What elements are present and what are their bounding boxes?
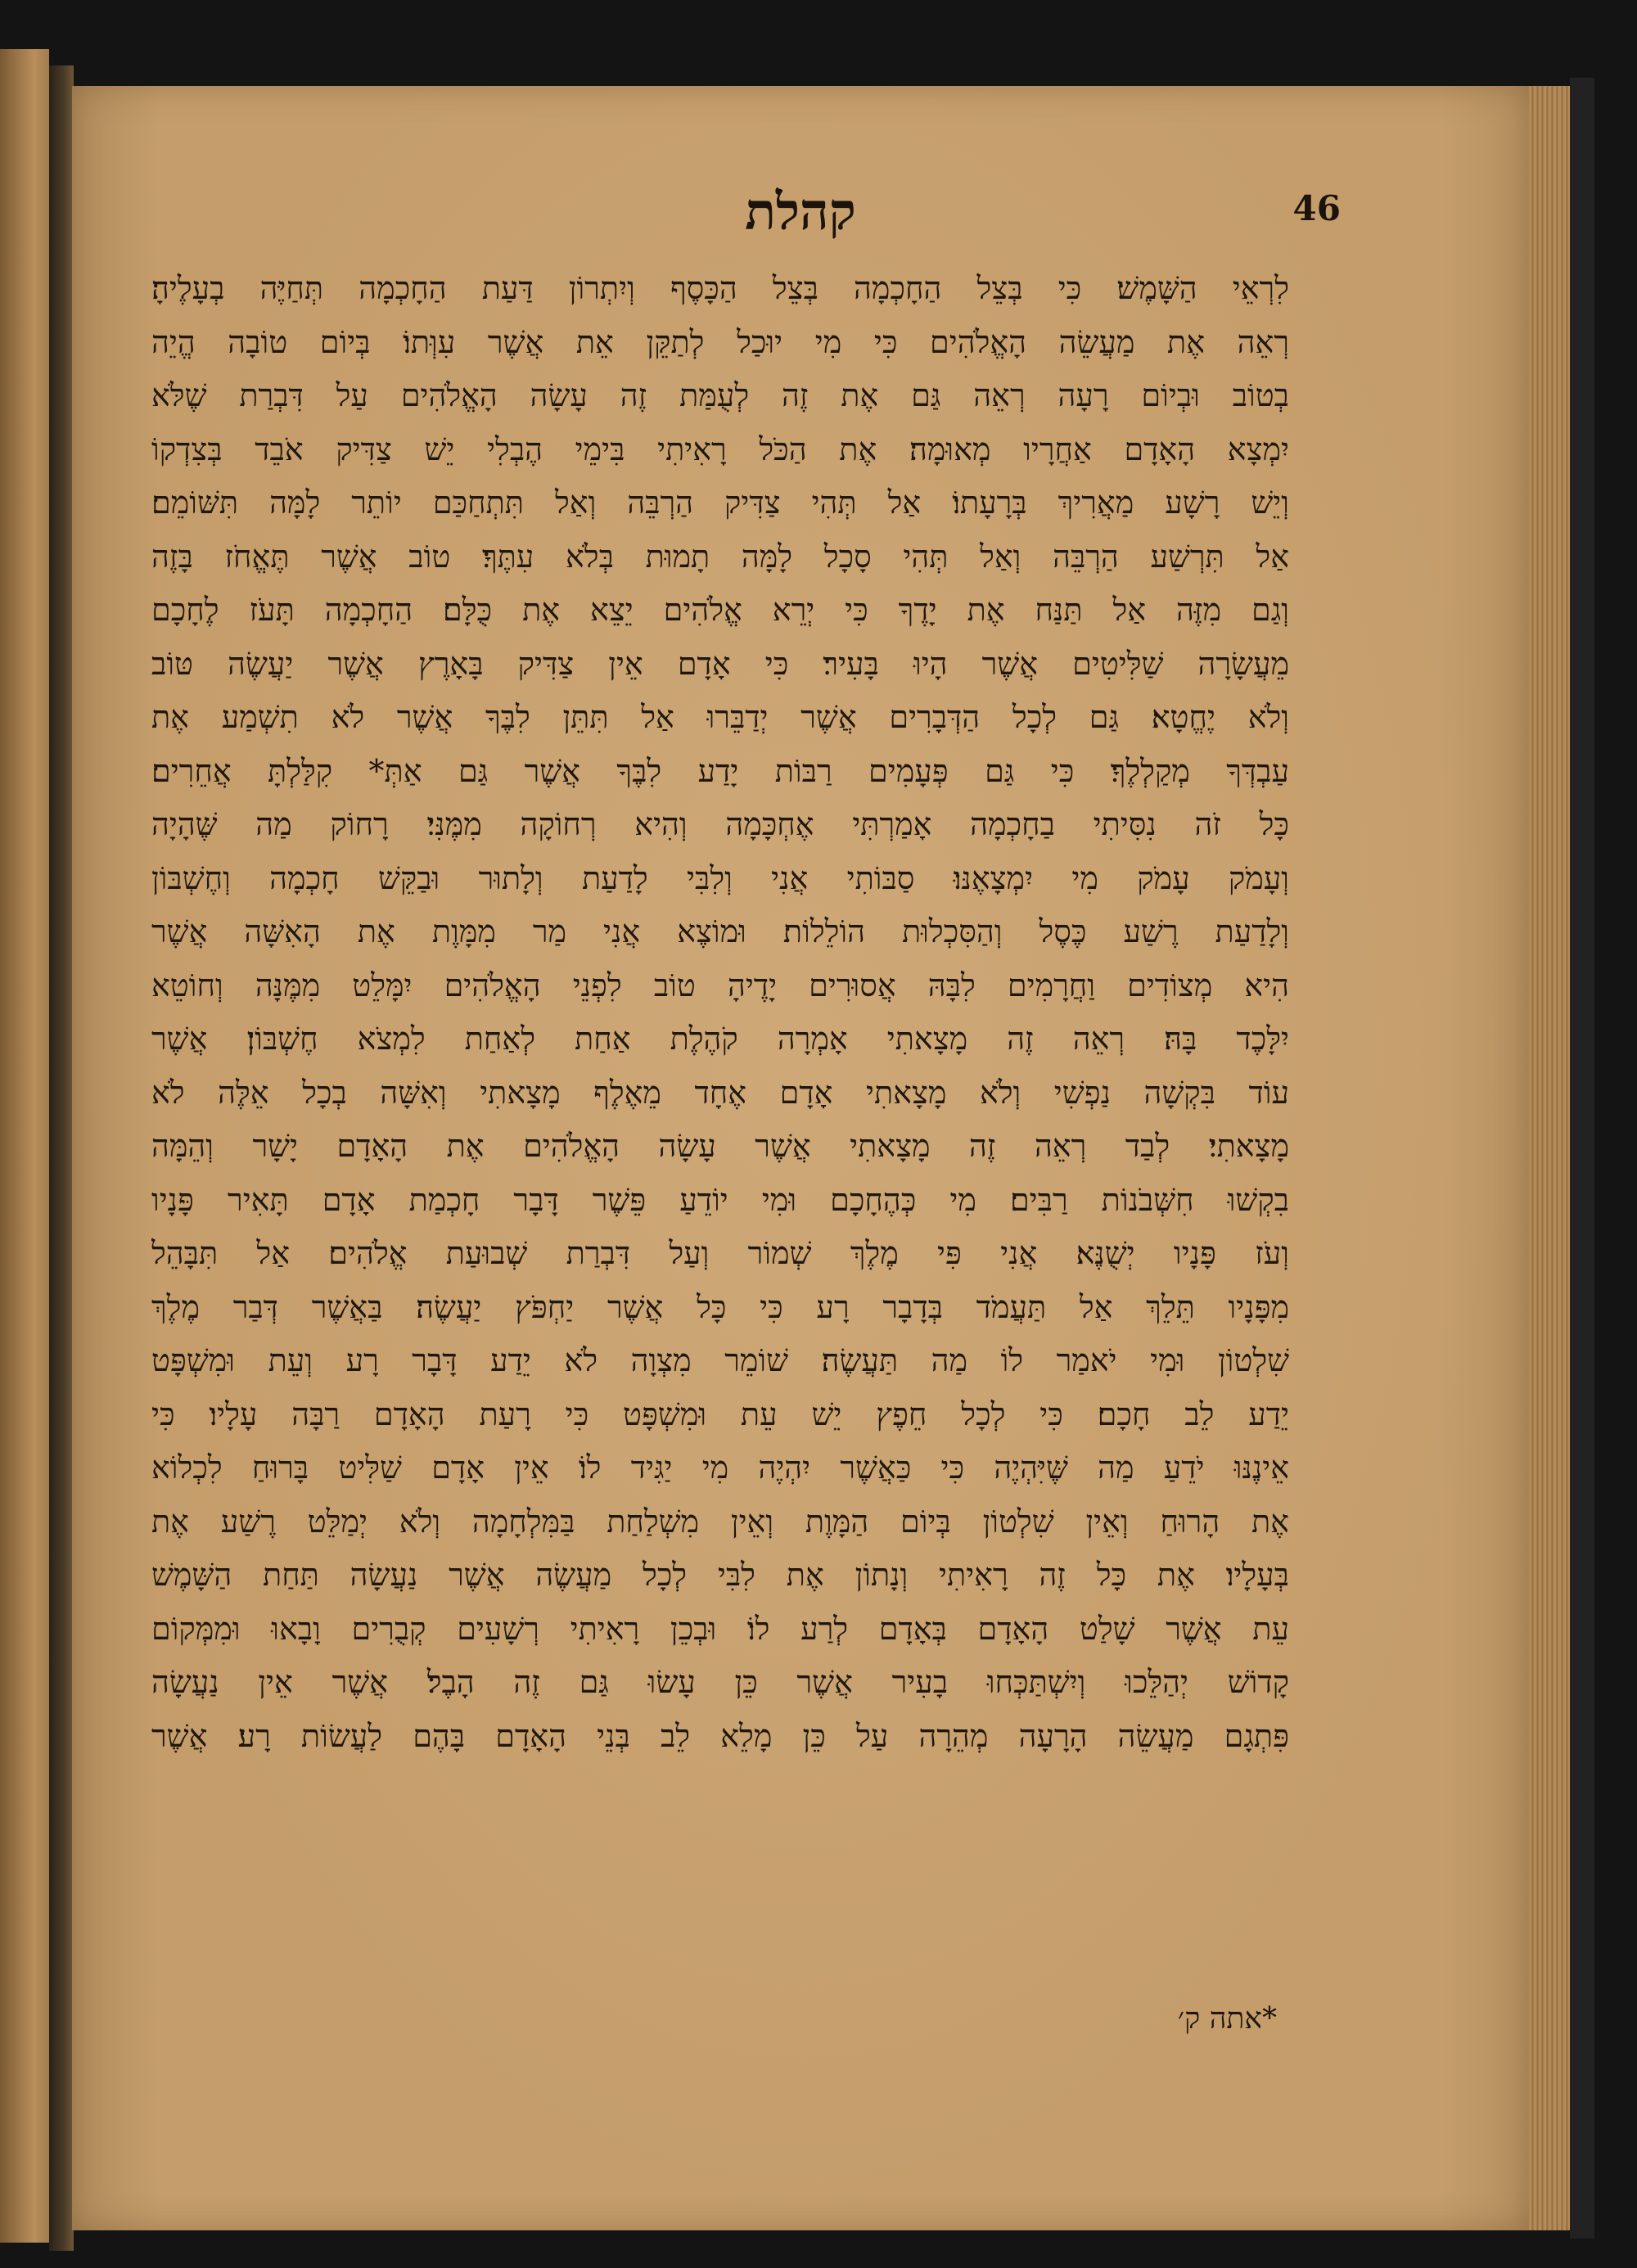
body-text	[151, 262, 1289, 1763]
text-line: אֶת הָרוּחַ וְאֵין שִׁלְטוֹן בְּיוֹם הַמָּוֶת וְאֵין מִשְׁלַחַת בַּמִּלְחָמָה וְלֹא יְמַלֵּט רֶשַׁע אֶת	[151, 1503, 1289, 1540]
text-line: יִלָּכֶד בָּהּ׃ רְאֵה זֶה מָצָאתִי אָמְרָה קֹהֶלֶת אַחַת לְאַחַת לִמְצֹא חֶשְׁבּוֹן׃ אֲשֶׁר	[151, 1021, 1289, 1057]
text-line: יֵדַע לֵב חָכָם׃ כִּי לְכָל חֵפֶץ יֵשׁ עֵת וּמִשְׁפָּט כִּי רָעַת הָאָדָם רַבָּה עָלָיו׃ כִּי	[151, 1396, 1289, 1432]
book-cover-edge	[1570, 78, 1594, 2239]
text-line: בְּעָלָיו׃ אֶת כָּל זֶה רָאִיתִי וְנָתוֹן אֶת לִבִּי לְכָל מַעֲשֶׂה אֲשֶׁר נַעֲשָׂה תַּחַת הַשָּׁמֶשׁ	[151, 1557, 1289, 1593]
text-line: בְטוֹב וּבְיוֹם רָעָה רְאֵה גַּם אֶת זֶה לְעֻמַּת זֶה עָשָׂה הָאֱלֹהִים עַל דִּבְרַת שֶׁלֹּא	[151, 377, 1289, 413]
text-line: וְלָדַעַת רֶשַׁע כֶּסֶל וְהַסִּכְלוּת הוֹלֵלוֹת׃ וּמוֹצֶא אֲנִי מַר מִמָּוֶת אֶת הָאִשָּׁה אֲשֶׁר	[151, 913, 1289, 949]
text-line: וְעֹז פָּנָיו יְשֻׁנֶּא׃ אֲנִי פִּי מֶלֶךְ שְׁמוֹר וְעַל דִּבְרַת שְׁבוּעַת אֱלֹהִים׃ אַל תִּבָּהֵל	[151, 1235, 1289, 1271]
book-gutter	[49, 65, 74, 2251]
running-title: קהלת	[745, 182, 856, 241]
text-line: עַבְדְּךָ מְקַלְלֶךָ׃ כִּי גַּם פְּעָמִים רַבּוֹת יָדַע לִבֶּךָ אֲשֶׁר גַּם אַתְּ* קִלַּלְתָּ אֲחֵרִים׃	[151, 752, 1289, 789]
text-line: מָצָאתִי׃ לְבַד רְאֵה זֶה מָצָאתִי אֲשֶׁר עָשָׂה הָאֱלֹהִים אֶת הָאָדָם יָשָׁר וְהֵמָּה	[151, 1128, 1289, 1164]
text-line: וְיֵשׁ רָשָׁע מַאֲרִיךְ בְּרָעָתוֹ׃ אַל תְּהִי צַדִּיק הַרְבֵּה וְאַל תִּתְחַכַּם יוֹתֵר לָמָּה תִּשּׁוֹמֵם׃	[151, 485, 1289, 521]
text-line: פִּתְגָם מַעֲשֵׂה הָרָעָה מְהֵרָה עַל כֵּן מָלֵא לֵב בְּנֵי הָאָדָם בָּהֶם לַעֲשׂוֹת רָע׃ אֲשֶׁר	[151, 1717, 1289, 1754]
text-line: רְאֵה אֶת מַעֲשֵׂה הָאֱלֹהִים כִּי מִי יוּכַל לְתַקֵּן אֵת אֲשֶׁר עִוְּתוֹ׃ בְּיוֹם טוֹבָה הֱיֵה	[151, 323, 1289, 360]
text-line: עֵת אֲשֶׁר שָׁלַט הָאָדָם בְּאָדָם לְרַע לוֹ׃ וּבְכֵן רָאִיתִי רְשָׁעִים קְבֻרִים וָבָאוּ וּמִמְּקוֹם	[151, 1610, 1289, 1647]
page-header	[72, 182, 1529, 262]
text-line: לִרְאֵי הַשָּׁמֶשׁ׃ כִּי בְּצֵל הַחָכְמָה בְּצֵל הַכָּסֶף וְיִתְרוֹן דַּעַת הַחָכְמָה תְּחַיֶּה בְעָלֶיהָ׃	[151, 270, 1289, 306]
text-line: אֵינֶנּוּ יֹדֵעַ מַה שֶּׁיִּהְיֶה כִּי כַּאֲשֶׁר יִהְיֶה מִי יַגִּיד לוֹ׃ אֵין אָדָם שַׁלִּיט בָּרוּחַ לִכְלוֹא	[151, 1450, 1289, 1486]
text-line: מֵעֲשָׂרָה שַׁלִּיטִים אֲשֶׁר הָיוּ בָּעִיר׃ כִּי אָדָם אֵין צַדִּיק בָּאָרֶץ אֲשֶׁר יַעֲשֶׂה טּוֹב	[151, 645, 1289, 682]
page-number: 46	[1292, 188, 1341, 228]
text-line: בִקְשׁוּ חִשְּׁבֹנוֹת רַבִּים׃ מִי כְּהֶחָכָם וּמִי יוֹדֵעַ פֵּשֶׁר דָּבָר חָכְמַת אָדָם תָּאִיר פָּנָיו	[151, 1181, 1289, 1218]
text-line: עוֹד בִּקְשָׁה נַפְשִׁי וְלֹא מָצָאתִי אָדָם אֶחָד מֵאֶלֶף מָצָאתִי וְאִשָּׁה בְכָל אֵלֶּה לֹא	[151, 1074, 1289, 1111]
text-line: הִיא מְצוֹדִים וַחֲרָמִים לִבָּהּ אֲסוּרִים יָדֶיהָ טוֹב לִפְנֵי הָאֱלֹהִים יִמָּלֵט מִמֶּנָּה וְחוֹטֵא	[151, 967, 1289, 1003]
page-stack-edge	[1529, 86, 1570, 2230]
text-line: שִׁלְטוֹן וּמִי יֹאמַר לוֹ מַה תַּעֲשֶׂה׃ שׁוֹמֵר מִצְוָה לֹא יֵדַע דָּבָר רָע וְעֵת וּמִשְׁפָּט	[151, 1342, 1289, 1378]
text-line: אַל תִּרְשַׁע הַרְבֵּה וְאַל תְּהִי סָכָל לָמָּה תָמוּת בְּלֹא עִתֶּךָ׃ טוֹב אֲשֶׁר תֶּאֱחֹז בָּזֶה	[151, 538, 1289, 575]
text-line: וְלֹא יֶחֱטָא׃ גַּם לְכָל הַדְּבָרִים אֲשֶׁר יְדַבֵּרוּ אַל תִּתֵּן לִבֶּךָ אֲשֶׁר לֹא תִשְׁמַע אֶת	[151, 699, 1289, 735]
text-line: קָדוֹשׁ יְהַלֵּכוּ וְיִשְׁתַּכְּחוּ בָעִיר אֲשֶׁר כֵּן עָשׂוּ גַּם זֶה הָבֶל׃ אֲשֶׁר אֵין נַעֲשָׂה	[151, 1664, 1289, 1700]
text-line: יִמְצָא הָאָדָם אַחֲרָיו מְאוּמָה׃ אֶת הַכֹּל רָאִיתִי בִּימֵי הֶבְלִי יֵשׁ צַדִּיק אֹבֵד בְּצִדְקוֹ	[151, 431, 1289, 467]
footnote: *אתה ק׳	[1177, 2002, 1277, 2036]
text-line: וְגַם מִזֶּה אַל תַּנַּח אֶת יָדֶךָ כִּי יְרֵא אֱלֹהִים יֵצֵא אֶת כֻּלָּם׃ הַחָכְמָה תָּעֹז לֶחָכָם	[151, 592, 1289, 628]
text-line: מִפָּנָיו תֵּלֵךְ אַל תַּעֲמֹד בְּדָבָר רָע כִּי כָּל אֲשֶׁר יַחְפֹּץ יַעֲשֶׂה׃ בַּאֲשֶׁר דְּבַר מֶלֶךְ	[151, 1288, 1289, 1325]
facing-page-edge	[0, 49, 49, 2243]
text-line: כָּל זֹה נִסִּיתִי בַחָכְמָה אָמַרְתִּי אֶחְכָּמָה וְהִיא רְחוֹקָה מִמֶּנִּי׃ רָחוֹק מַה שֶּׁהָיָה	[151, 806, 1289, 842]
text-line: וְעָמֹק עָמֹק מִי יִמְצָאֶנּוּ׃ סַבּוֹתִי אֲנִי וְלִבִּי לָדַעַת וְלָתוּר וּבַקֵּשׁ חָכְמָה וְחֶשְׁבּוֹן	[151, 859, 1289, 896]
